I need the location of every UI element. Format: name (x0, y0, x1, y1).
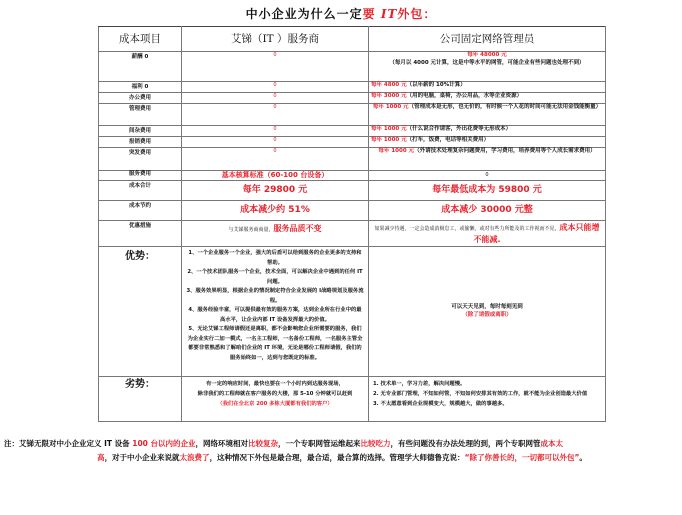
row-vendor: 0 (182, 137, 369, 148)
note-highlight: 比较吃力 (360, 439, 391, 448)
header-admin: 公司固定网络管理员 (369, 27, 606, 52)
service-admin: 0 (369, 171, 606, 181)
admin-saving: 成本减少 30000 元整 (369, 201, 606, 221)
service-fee-row (99, 171, 606, 181)
admin-advantage-text: 可以天天见到，每时每刻见到 (451, 304, 523, 310)
title-it: IT (380, 7, 398, 21)
admin-note: （管理成本是无形，也无价的，有时候一个人花的时间可能无法用金钱能衡量） (408, 104, 602, 110)
admin-advantage-note: （除了请假或离职） (462, 311, 512, 318)
table-row (99, 82, 606, 93)
row-item: 管理费用 (99, 104, 182, 126)
row-item: 优惠措施 (99, 221, 182, 247)
total-cost-row (99, 181, 606, 201)
table-row (99, 104, 606, 126)
note-quote: “除了你善长的，一切都可以外包” (464, 453, 580, 462)
header-cost-item: 成本项目 (99, 27, 182, 52)
admin-disadvantages (369, 377, 606, 422)
title-text: 中小企业为什么一定 (245, 7, 363, 21)
note-highlight: 成本太 (540, 439, 564, 448)
advantage-item: 2、一个技术团队服务一个企业，技术全面，可以解决企业中遇到的任何 IT 问题。 (187, 269, 363, 285)
discount-plain: 如果减少待遇，一定会造成消极怠工，或偷懒，或对有些力所能及的工作视而不见， (374, 226, 560, 232)
table-row (99, 93, 606, 104)
row-admin (369, 148, 606, 171)
table-row (99, 126, 606, 137)
vendor-disadvantages (182, 377, 369, 422)
vendor-advantages (182, 247, 369, 377)
vendor-discount (182, 221, 369, 247)
row-item: 成本合计 (99, 181, 182, 201)
note-highlight: 太浪费了 (179, 453, 210, 462)
row-admin (369, 137, 606, 148)
vendor-saving: 成本减少约 51% (182, 201, 369, 221)
disadvantage-item: 1. 技术单一，学习力差，解决问题慢。 (373, 381, 466, 387)
admin-cost: 每年 1000 元 (372, 104, 409, 110)
admin-note: （用的电脑，桌椅，办公用品，水等企业资源） (406, 93, 523, 99)
row-item: 突发费用 (99, 148, 182, 171)
note-text: 注：艾锑无限对中小企业定义 IT 设备 (4, 439, 133, 448)
discount-red: 服务品质不变 (273, 224, 322, 233)
row-vendor: 0 (182, 93, 369, 104)
disadvantages-label: 劣势： (99, 377, 182, 422)
row-admin (369, 93, 606, 104)
note-line-2 (4, 451, 680, 465)
row-admin (369, 52, 606, 82)
disadvantage-item: 3. 不太愿意看到企业规模变大，规模越大，做的事越多。 (373, 401, 508, 407)
advantages-row (99, 247, 606, 377)
title-highlight-end: 外包： (397, 7, 437, 21)
header-vendor: 艾锑（IT ）服务商 (182, 27, 369, 52)
vendor-total: 每年 29800 元 (182, 181, 369, 201)
note-highlight: 比较复杂 (248, 439, 279, 448)
advantage-item: 5、无论艾锑工程师请假还是离职，都不会影响您企业所需要的服务，我们为企业实行二加一模式，一名主工程师，一名备份工程师，一名服务主管全都要非常熟悉和了解咱们企业的 IT 环境，无论是哪份工程师请假，我们的服务始终如一，达到与您既定的标准。 (187, 326, 363, 361)
row-item: 成本节约 (99, 201, 182, 221)
note-text: ，网络环境相对 (195, 439, 249, 448)
table-row (99, 52, 606, 82)
row-item: 服务费用 (99, 171, 182, 181)
admin-cost: 每年 1000 元 (371, 126, 407, 132)
row-vendor: 0 (182, 52, 369, 82)
row-item: 办公费用 (99, 93, 182, 104)
service-standard: 基本核算标准（60-100 台设备） (182, 171, 369, 181)
disadvantage-item: 2. 无专业部门管理，不知如何管，不知如何安排其有效的工作，就不能为企业创造最大价值 (373, 391, 588, 397)
table-row (99, 148, 606, 171)
advantages-label: 优势： (99, 247, 182, 377)
admin-cost: 每年 1000 元 (371, 137, 407, 143)
admin-discount (369, 221, 606, 247)
row-admin (369, 104, 606, 126)
disadvantages-row (99, 377, 606, 422)
note-text: ，对于中小企业来说就 (104, 453, 180, 462)
row-item: 薪酬 0 (99, 52, 182, 82)
row-item: 福利 0 (99, 82, 182, 93)
note-text: ，一个专职网管运维起来 (278, 439, 361, 448)
admin-advantages (369, 247, 606, 377)
table-header-row (99, 27, 606, 52)
note-highlight: 100 台以内的企业 (132, 439, 196, 448)
admin-note: （打车，饭费，电话等相关费用） (406, 137, 490, 143)
page-title (0, 5, 682, 22)
advantage-item: 3、服务效果明显，根据企业的情况制定符合企业发展的 I战略规划及服务流程。 (186, 288, 364, 304)
disadvantage-line: 除非我们的工程师就在客户服务的大楼，那 5-10 分钟就可以赶到 (197, 391, 353, 397)
admin-note: （外请技术处理复杂问题费用，学习费用，培养费用等个人成长需求费用） (414, 148, 596, 154)
note-highlight: 高 (97, 453, 105, 462)
cost-saving-row (99, 201, 606, 221)
admin-cost: 每年 1000 元 (378, 148, 415, 154)
cost-comparison-table (98, 26, 606, 422)
footnote (4, 437, 680, 465)
title-highlight: 要 (362, 7, 381, 21)
row-item: 间杂费用 (99, 126, 182, 137)
admin-cost: 每年 4800 元 (371, 82, 407, 88)
row-vendor: 0 (182, 126, 369, 137)
admin-cost: 每年 48000 元 (467, 52, 507, 58)
admin-note: （每月以 4000 元计算，这是中等水平的网管，可能企业有些问题也处理不到） (389, 59, 585, 66)
row-admin (369, 82, 606, 93)
row-vendor: 0 (182, 104, 369, 126)
disadvantage-note: （我们在全北京 200 多栋大厦都有我们的客户） (217, 401, 333, 407)
row-vendor: 0 (182, 148, 369, 171)
admin-cost: 每年 3000 元 (371, 93, 407, 99)
admin-note: （以年薪的 10%计算） (406, 82, 466, 88)
row-item: 报销费用 (99, 137, 182, 148)
discount-plain: 与艾锑服务商商量， (228, 227, 274, 233)
row-vendor: 0 (182, 82, 369, 93)
row-admin (369, 126, 606, 137)
table-row (99, 137, 606, 148)
advantage-item: 1、一个企业服务一个企业，强大的后盾可以给到服务的企业更多的支持和帮助。 (188, 250, 362, 266)
note-text: ，这种情况下外包是最合理，最合适，最合算的选择。管理学大师德鲁克说： (209, 453, 465, 462)
note-text: 。 (579, 453, 587, 462)
advantage-item: 4、服务经验丰富，可以提供最有效的服务方案，达到企业所在行业中的最高水平，让企业内部 IT 设备发挥最大的价值。 (188, 307, 362, 323)
note-text: ，有些问题没有办法处理的到，两个专职网管 (390, 439, 541, 448)
discount-row (99, 221, 606, 247)
disadvantage-line: 有一定的响应时间，最快也要在一个小时内到达服务现场， (206, 381, 344, 387)
admin-total: 每年最低成本为 59800 元 (369, 181, 606, 201)
discount-red: 成本只能增不能减. (473, 223, 600, 244)
admin-note: （什么说合作请客，外出花费等无形成本） (406, 126, 512, 132)
